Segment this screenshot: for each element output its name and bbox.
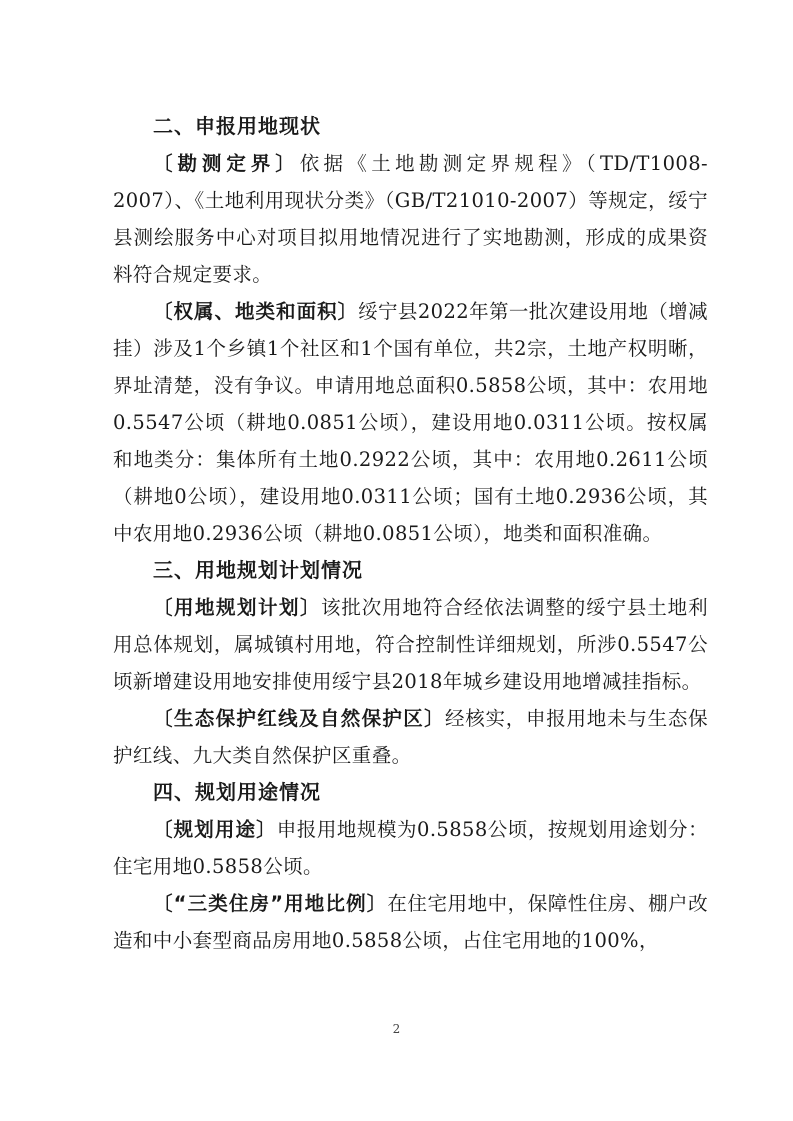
paragraph-land-plan xyxy=(113,589,708,700)
paragraph-lead: 〔规划用途〕 xyxy=(153,818,277,841)
paragraph-planned-use xyxy=(113,811,708,885)
paragraph-lead: 〔勘测定界〕 xyxy=(153,152,300,175)
paragraph-ownership-area xyxy=(113,293,708,552)
paragraph-lead: 〔用地规划计划〕 xyxy=(153,596,321,619)
paragraph-housing-ratio xyxy=(113,885,708,959)
paragraph-lead: 〔生态保护红线及自然保护区〕 xyxy=(153,707,445,730)
section-heading-land-status: 二、申报用地现状 xyxy=(153,114,321,138)
paragraph-ecology xyxy=(113,700,708,774)
paragraph-text: 绥宁县2022年第一批次建设用地（增减挂）涉及1个乡镇1个社区和1个国有单位，共2宗，土地产权明晰，界址清楚，没有争议。申请用地总面积0.5858公顷，其中：农用地0.5547公顷（耕地0.0851公顷），建设用地0.0311公顷。按权属和地类分：集体所有土地0.2922公顷，其中：农用地0.2611公顷（耕地0公顷），建设用地0.0311公顷；国有土地0.2936公顷，其中农用地0.2936公顷（耕地0.0851公顷），地类和面积准确。 xyxy=(113,300,708,545)
paragraph-text: 依据《土地勘测定界规程》（TD/T1008-2007）、《土地利用现状分类》（GB/T21010-2007）等规定，绥宁县测绘服务中心对项目拟用地情况进行了实地勘测，形成的成果资料符合规定要求。 xyxy=(113,152,708,286)
paragraph-lead: 〔权属、地类和面积〕 xyxy=(153,300,359,323)
paragraph-text: 在住宅用地中，保障性住房、棚户改造和中小套型商品房用地0.5858公顷，占住宅用地的100%， xyxy=(113,892,708,952)
paragraph-text: 申报用地规模为0.5858公顷，按规划用途划分：住宅用地0.5858公顷。 xyxy=(113,818,708,878)
document-page xyxy=(113,108,708,959)
page-number: 2 xyxy=(392,1022,401,1036)
paragraph-text: 该批次用地符合经依法调整的绥宁县土地利用总体规划，属城镇村用地，符合控制性详细规划，所涉0.5547公顷新增建设用地安排使用绥宁县2018年城乡建设用地增减挂指标。 xyxy=(113,596,708,693)
paragraph-survey xyxy=(113,145,708,293)
section-heading-planning: 三、用地规划计划情况 xyxy=(153,558,363,582)
paragraph-text: 经核实，申报用地未与生态保护红线、九大类自然保护区重叠。 xyxy=(113,707,708,767)
paragraph-lead: 〔“三类住房”用地比例〕 xyxy=(153,892,388,915)
section-heading-usage: 四、规划用途情况 xyxy=(153,780,321,804)
